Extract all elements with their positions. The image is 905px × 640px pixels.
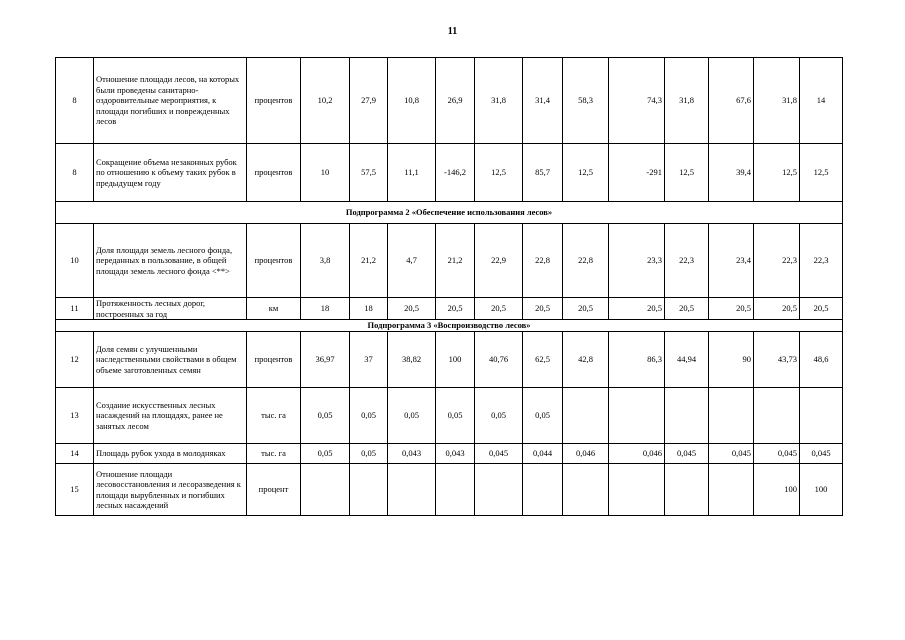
value-cell: 22,8	[523, 224, 563, 298]
table-row	[56, 332, 843, 388]
indicator-name: Доля площади земель лесного фонда, переданных в пользование, в общей площади земель лесного фонда <**>	[94, 224, 247, 298]
value-cell	[436, 464, 475, 516]
row-number: 10	[56, 224, 94, 298]
value-cell	[523, 464, 563, 516]
value-cell: 23,3	[609, 224, 665, 298]
value-cell: 36,97	[301, 332, 350, 388]
value-cell: 18	[301, 298, 350, 320]
row-number: 12	[56, 332, 94, 388]
value-cell	[609, 464, 665, 516]
value-cell: 0,045	[709, 444, 754, 464]
value-cell: 0,05	[350, 388, 388, 444]
value-cell: 37	[350, 332, 388, 388]
value-cell: 100	[436, 332, 475, 388]
value-cell: 31,8	[475, 58, 523, 144]
row-number: 11	[56, 298, 94, 320]
value-cell: 74,3	[609, 58, 665, 144]
unit-cell: км	[247, 298, 301, 320]
value-cell	[350, 464, 388, 516]
value-cell: 0,043	[436, 444, 475, 464]
value-cell: 42,8	[563, 332, 609, 388]
value-cell: 0,05	[388, 388, 436, 444]
page-number: 11	[447, 26, 458, 37]
value-cell: 20,5	[523, 298, 563, 320]
indicator-name: Создание искусственных лесных насаждений на площадях, ранее не занятых лесом	[94, 388, 247, 444]
indicator-name: Отношение площади лесовосстановления и лесоразведения к площади вырубленных и погибших лесных насаждений	[94, 464, 247, 516]
value-cell: 90	[709, 332, 754, 388]
indicator-name: Протяженность лесных дорог, построенных за год	[94, 298, 247, 320]
value-cell: 0,045	[800, 444, 843, 464]
value-cell: 10,8	[388, 58, 436, 144]
value-cell	[301, 464, 350, 516]
table-row	[56, 224, 843, 298]
value-cell: 85,7	[523, 144, 563, 202]
value-cell: 12,5	[754, 144, 800, 202]
value-cell	[754, 388, 800, 444]
value-cell: 0,05	[523, 388, 563, 444]
value-cell: 0,045	[754, 444, 800, 464]
value-cell	[665, 464, 709, 516]
unit-cell: процентов	[247, 224, 301, 298]
table-row	[56, 444, 843, 464]
value-cell: 0,044	[523, 444, 563, 464]
value-cell: 12,5	[665, 144, 709, 202]
indicator-name: Площадь рубок ухода в молодняках	[94, 444, 247, 464]
value-cell: 0,046	[563, 444, 609, 464]
value-cell: 10	[301, 144, 350, 202]
value-cell: 44,94	[665, 332, 709, 388]
indicator-name: Сокращение объема незаконных рубок по отношению к объему таких рубок в предыдущем году	[94, 144, 247, 202]
row-number: 14	[56, 444, 94, 464]
indicators-table	[55, 57, 843, 516]
row-number: 15	[56, 464, 94, 516]
value-cell: 20,5	[609, 298, 665, 320]
value-cell: 20,5	[665, 298, 709, 320]
table-row	[56, 388, 843, 444]
row-number: 8	[56, 144, 94, 202]
table-row	[56, 58, 843, 144]
value-cell: 38,82	[388, 332, 436, 388]
value-cell: 20,5	[709, 298, 754, 320]
value-cell: 20,5	[563, 298, 609, 320]
value-cell: 21,2	[350, 224, 388, 298]
value-cell: 20,5	[436, 298, 475, 320]
value-cell: 22,3	[754, 224, 800, 298]
value-cell: 10,2	[301, 58, 350, 144]
value-cell: 31,4	[523, 58, 563, 144]
value-cell: 100	[754, 464, 800, 516]
value-cell: 0,05	[436, 388, 475, 444]
table-row	[56, 464, 843, 516]
row-number: 8	[56, 58, 94, 144]
value-cell: 0,046	[609, 444, 665, 464]
value-cell: 3,8	[301, 224, 350, 298]
value-cell	[563, 388, 609, 444]
value-cell: 0,05	[301, 388, 350, 444]
value-cell: 23,4	[709, 224, 754, 298]
value-cell: 86,3	[609, 332, 665, 388]
value-cell: 48,6	[800, 332, 843, 388]
value-cell	[709, 388, 754, 444]
value-cell	[475, 464, 523, 516]
value-cell	[563, 464, 609, 516]
value-cell: 12,5	[475, 144, 523, 202]
value-cell: 12,5	[800, 144, 843, 202]
value-cell: 0,045	[475, 444, 523, 464]
unit-cell: тыс. га	[247, 388, 301, 444]
table-row	[56, 144, 843, 202]
value-cell: 58,3	[563, 58, 609, 144]
value-cell: 0,05	[350, 444, 388, 464]
value-cell: 43,73	[754, 332, 800, 388]
unit-cell: процент	[247, 464, 301, 516]
value-cell: 0,05	[301, 444, 350, 464]
value-cell: 26,9	[436, 58, 475, 144]
value-cell: -291	[609, 144, 665, 202]
unit-cell: тыс. га	[247, 444, 301, 464]
value-cell	[709, 464, 754, 516]
value-cell: 21,2	[436, 224, 475, 298]
value-cell: 67,6	[709, 58, 754, 144]
table-row	[56, 298, 843, 320]
value-cell: 22,3	[665, 224, 709, 298]
value-cell: 22,8	[563, 224, 609, 298]
value-cell	[609, 388, 665, 444]
section-row	[56, 202, 843, 224]
value-cell: 20,5	[754, 298, 800, 320]
value-cell: 31,8	[754, 58, 800, 144]
value-cell: 0,043	[388, 444, 436, 464]
value-cell: 57,5	[350, 144, 388, 202]
indicator-name: Доля семян с улучшенными наследственными свойствами в общем объеме заготовленных семян	[94, 332, 247, 388]
value-cell: -146,2	[436, 144, 475, 202]
row-number: 13	[56, 388, 94, 444]
section-row	[56, 320, 843, 332]
value-cell: 40,76	[475, 332, 523, 388]
value-cell: 0,045	[665, 444, 709, 464]
indicator-name: Отношение площади лесов, на которых были проведены санитарно-оздоровительные мероприятия, к площади погибших и поврежденных лесов	[94, 58, 247, 144]
value-cell: 22,3	[800, 224, 843, 298]
value-cell	[665, 388, 709, 444]
value-cell: 20,5	[475, 298, 523, 320]
section-title: Подпрограмма 2 «Обеспечение использования лесов»	[56, 202, 843, 224]
value-cell: 0,05	[475, 388, 523, 444]
value-cell: 39,4	[709, 144, 754, 202]
value-cell: 20,5	[800, 298, 843, 320]
value-cell: 11,1	[388, 144, 436, 202]
unit-cell: процентов	[247, 58, 301, 144]
section-title: Подпрограмма 3 «Воспроизводство лесов»	[56, 320, 843, 332]
value-cell: 18	[350, 298, 388, 320]
value-cell	[388, 464, 436, 516]
value-cell: 100	[800, 464, 843, 516]
unit-cell: процентов	[247, 144, 301, 202]
value-cell: 12,5	[563, 144, 609, 202]
value-cell: 62,5	[523, 332, 563, 388]
value-cell: 27,9	[350, 58, 388, 144]
value-cell: 31,8	[665, 58, 709, 144]
value-cell: 14	[800, 58, 843, 144]
value-cell: 22,9	[475, 224, 523, 298]
unit-cell: процентов	[247, 332, 301, 388]
value-cell: 20,5	[388, 298, 436, 320]
value-cell	[800, 388, 843, 444]
value-cell: 4,7	[388, 224, 436, 298]
